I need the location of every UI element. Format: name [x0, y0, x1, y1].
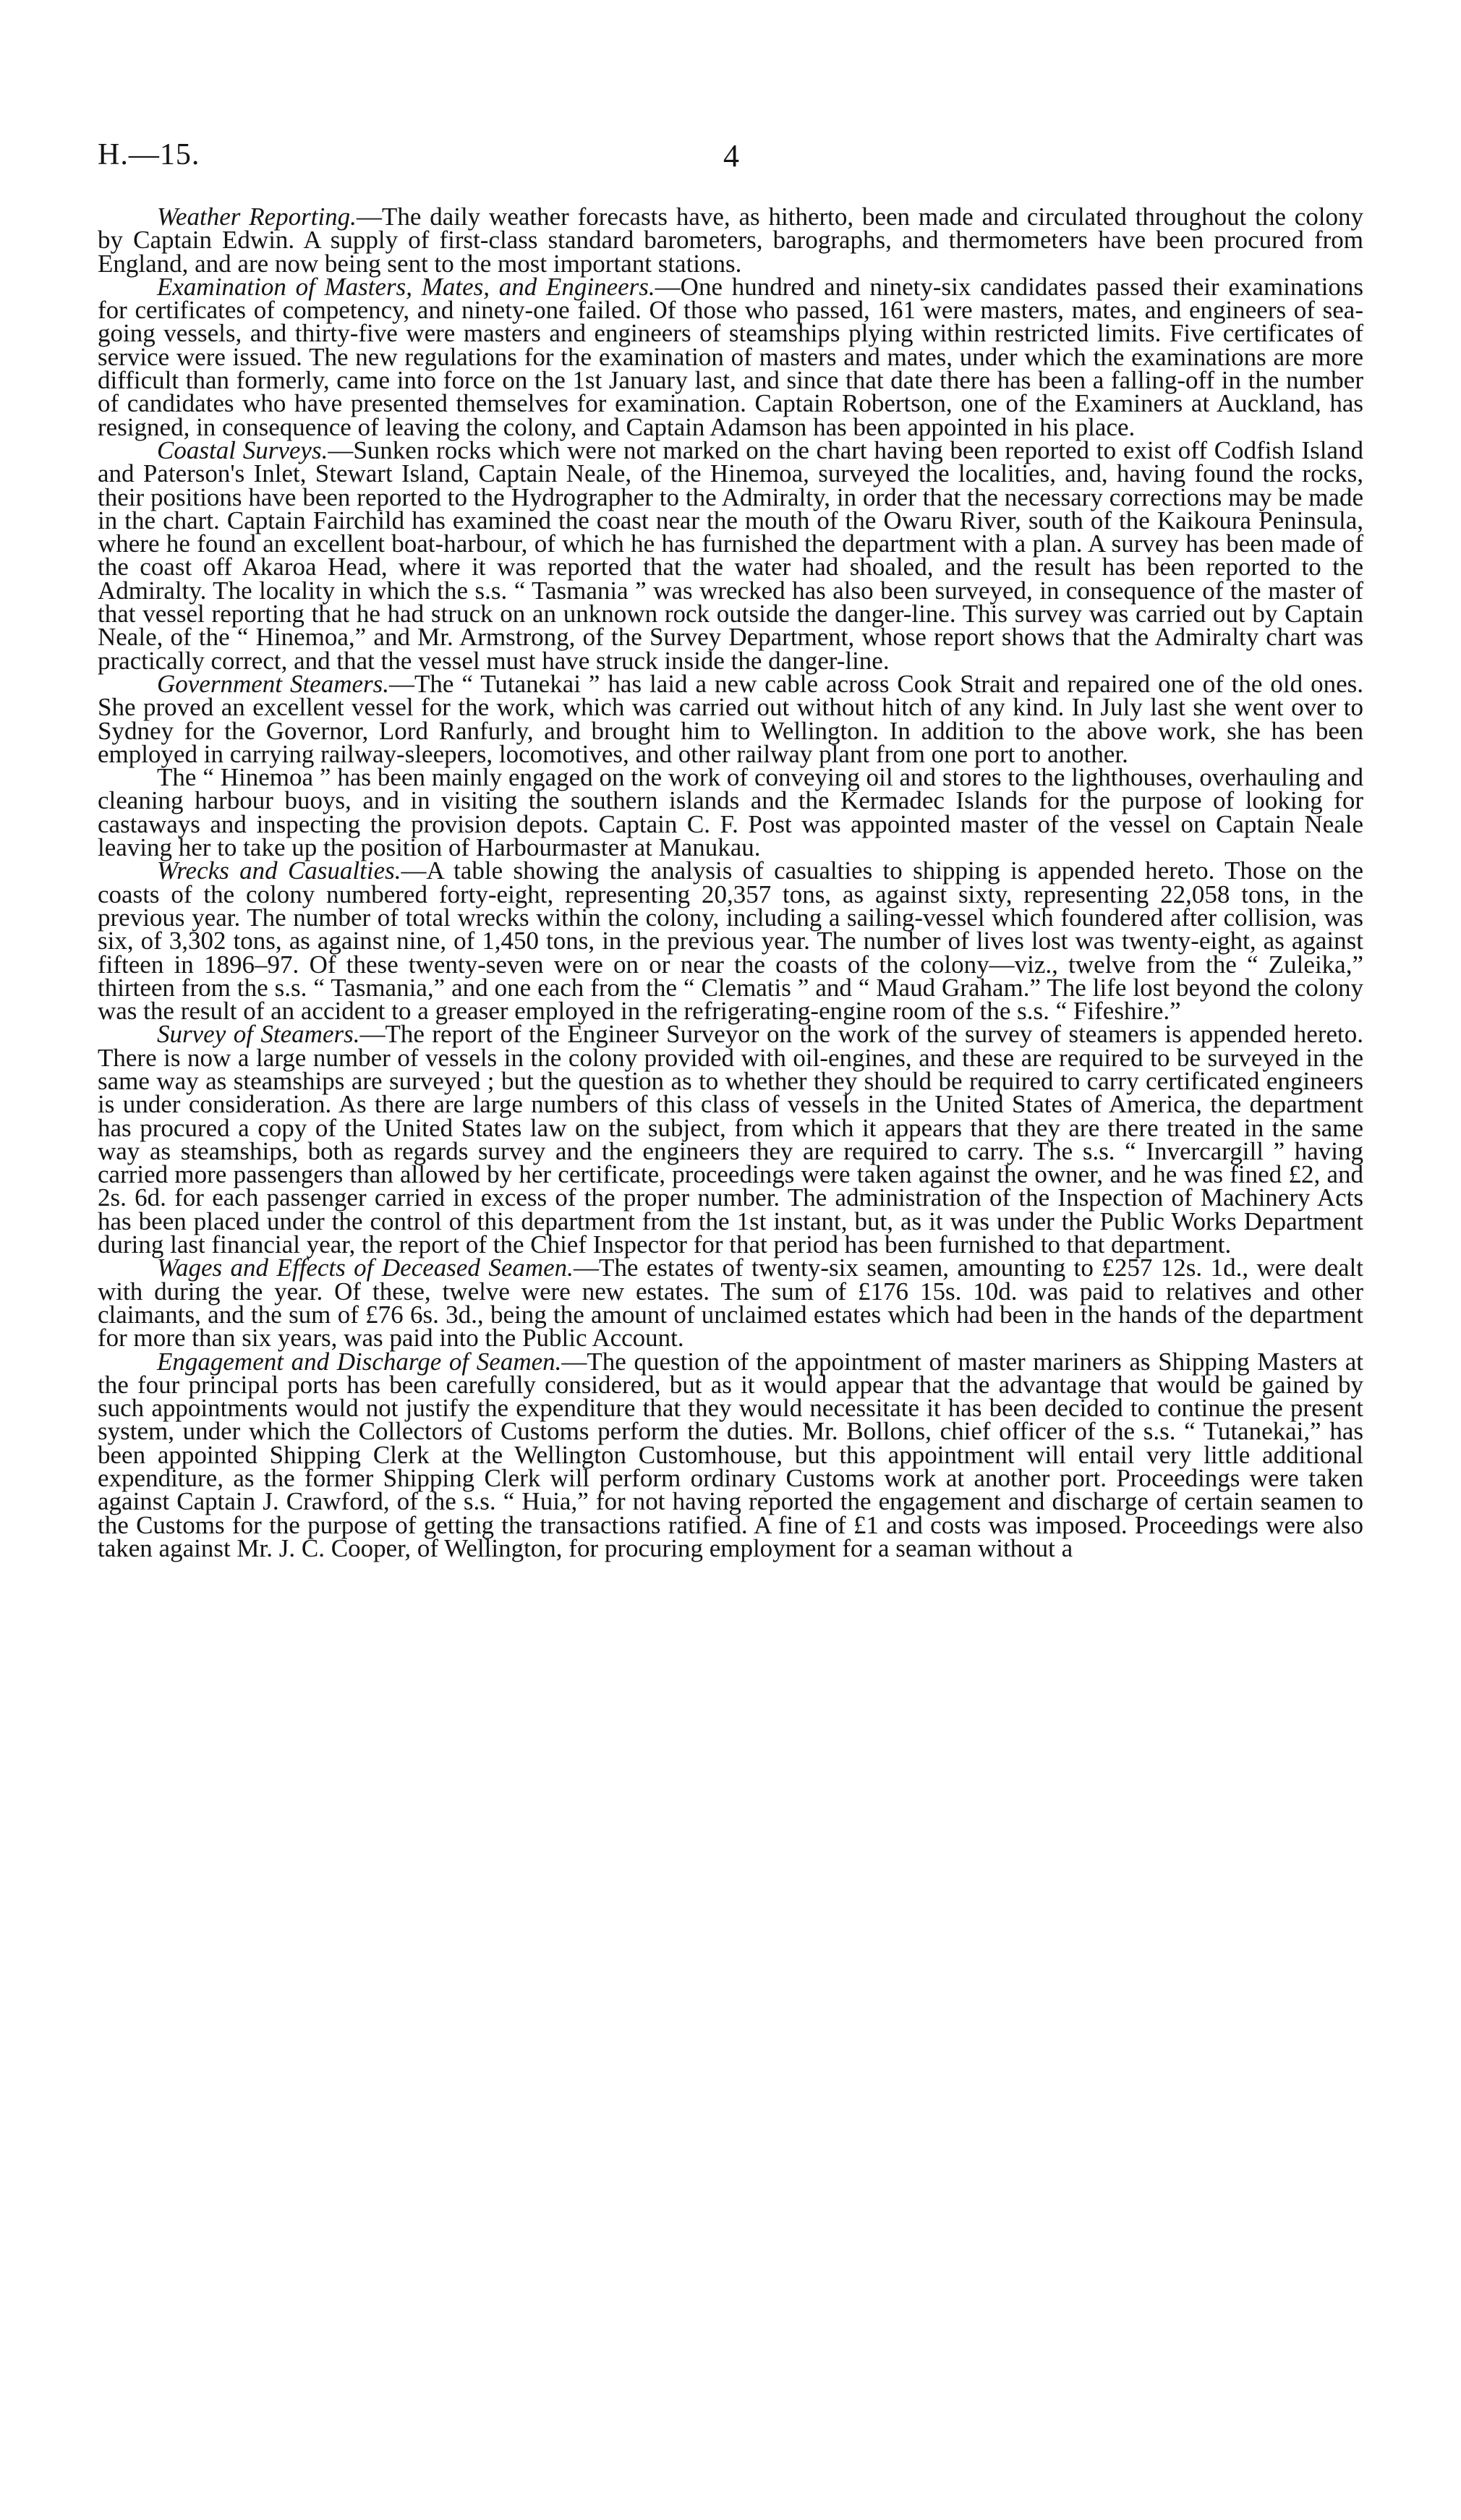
- paragraph-text: —The report of the Engineer Surveyor on the work of the survey of steamers is appended hereto. There is now a large number of vessels in the colony provided with oil-engines, and these are required to be surveyed in the same way as steamships are surveyed ; but the question as to whether they should be required to carry certificated engineers is under consideration. As there are large numbers of this class of vessels in the United States of America, the department has procured a copy of the United States law on the subject, from which it appears that they are there treated in the same way as steamships, both as regards survey and the engineers they are required to carry. The s.s. “ Invercargill ” having carried more passengers than allowed by her certificate, proceedings were taken against the owner, and he was fined £2, and 2s. 6d. for each passenger carried in excess of the proper number. The administration of the Inspection of Machinery Acts has been placed under the control of this department from the 1st instant, but, as it was under the Public Works Department during last financial year, the report of the Chief Inspector for that period has been furnished to that department.: [98, 1020, 1364, 1259]
- paragraph-weather-reporting: [98, 205, 1363, 276]
- section-heading: Coastal Surveys.: [157, 435, 328, 464]
- paragraph-government-steamers: [98, 669, 1364, 768]
- paragraph-text: —The daily weather forecasts have, as hitherto, been made and circulated throughout the colony by Captain Edwin. A supply of first-class standard barometers, barographs, and thermometers have been procured from England, and are now being sent to the most important stations.: [98, 203, 1363, 278]
- section-heading: Government Steamers.: [157, 669, 390, 698]
- section-heading: Examination of Masters, Mates, and Engineers.: [157, 272, 655, 301]
- paragraph-text: —The question of the appointment of master mariners as Shipping Masters at the four principal ports has been carefully considered, but as it would appear that the advantage that would be gained by such appointments would not justify the expenditure that they would necessitate it has been decided to continue the present system, under which the Collectors of Customs perform the duties. Mr. Bollons, chief officer of the s.s. “ Tutanekai,” has been appointed Shipping Clerk at the Wellington Customhouse, but this appointment will entail very little additional expenditure, as the former Shipping Clerk will perform ordinary Customs work at another port. Proceedings were taken against Captain J. Crawford, of the s.s. “ Huia,” for not having reported the engagement and discharge of certain seamen to the Customs for the purpose of getting the transactions ratified. A fine of £1 and costs was imposed. Proceedings were also taken against Mr. J. C. Cooper, of Wellington, for procuring employment for a seaman without a: [98, 1347, 1363, 1562]
- report-body: [98, 205, 1363, 1560]
- document-reference: H.—15.: [98, 138, 200, 171]
- paragraph-coastal-surveys: [98, 435, 1364, 675]
- section-heading: Engagement and Discharge of Seamen.: [157, 1347, 562, 1376]
- paragraph-text: The “ Hinemoa ” has been mainly engaged on the work of conveying oil and stores to the lighthouses, overhauling and cleaning harbour buoys, and in visiting the southern islands and the Kermadec Islands for the purpose of looking for castaways and inspecting the provision depots. Captain C. F. Post was appointed master of the vessel on Captain Neale leaving her to take up the position of Harbourmaster at Manukau.: [98, 763, 1363, 862]
- section-heading: Wages and Effects of Deceased Seamen.: [157, 1253, 574, 1282]
- paragraph-survey-steamers: [98, 1020, 1364, 1259]
- section-heading: Survey of Steamers.: [157, 1020, 360, 1049]
- page-header: [98, 137, 1363, 181]
- page-number: 4: [723, 138, 739, 174]
- paragraph-engagement-discharge: [98, 1347, 1363, 1562]
- section-heading: Wrecks and Casualties.: [157, 856, 401, 885]
- paragraph-deceased-seamen: [98, 1253, 1363, 1353]
- paragraph-wrecks-casualties: [98, 856, 1363, 1026]
- paragraph-hinemoa: [98, 763, 1363, 862]
- paragraph-text: —Sunken rocks which were not marked on the chart having been reported to exist off Codfish Island and Paterson's Inlet, Stewart Island, Captain Neale, of the Hinemoa, surveyed the localities, and, having found the rocks, their positions have been reported to the Hydrographer to the Admiralty, in order that the necessary corrections may be made in the chart. Captain Fairchild has examined the coast near the mouth of the Owaru River, south of the Kaikoura Peninsula, where he found an excellent boat-harbour, of which he has furnished the department with a plan. A survey has been made of the coast off Akaroa Head, where it was reported that the water had shoaled, and the result has been reported to the Admiralty. The locality in which the s.s. “ Tasmania ” was wrecked has also been surveyed, in consequence of the master of that vessel reporting that he had struck on an unknown rock outside the danger-line. This survey was carried out by Captain Neale, of the “ Hinemoa,” and Mr. Armstrong, of the Survey Department, whose report shows that the Admiralty chart was practically correct, and that the vessel must have struck inside the danger-line.: [98, 435, 1364, 675]
- paragraph-text: —A table showing the analysis of casualties to shipping is appended hereto. Those on the coasts of the colony numbered forty-eight, representing 20,357 tons, as against sixty, representing 22,058 tons, in the previous year. The number of total wrecks within the colony, including a sailing-vessel which foundered after collision, was six, of 3,302 tons, as against nine, of 1,450 tons, in the previous year. The number of lives lost was twenty-eight, as against fifteen in 1896–97. Of these twenty-seven were on or near the coasts of the colony—viz., twelve from the “ Zuleika,” thirteen from the s.s. “ Tasmania,” and one each from the “ Clematis ” and “ Maud Graham.” The life lost beyond the colony was the result of an accident to a greaser employed in the refrigerating-engine room of the s.s. “ Fifeshire.”: [98, 856, 1363, 1026]
- paragraph-examination: [98, 272, 1364, 441]
- section-heading: Weather Reporting.: [157, 203, 357, 231]
- paragraph-text: —The estates of twenty-six seamen, amounting to £257 12s. 1d., were dealt with during the year. Of these, twelve were new estates. The sum of £176 15s. 10d. was paid to relatives and other claimants, and the sum of £76 6s. 3d., being the amount of unclaimed estates which had been in the hands of the department for more than six years, was paid into the Public Account.: [98, 1253, 1363, 1353]
- paragraph-text: —One hundred and ninety-six candidates passed their examinations for certificates of competency, and ninety-one failed. Of those who passed, 161 were masters, mates, and engineers of sea-going vessels, and thirty-five were masters and engineers of steamships plying within restricted limits. Five certificates of service were issued. The new regulations for the examination of masters and mates, under which the examinations are more difficult than formerly, came into force on the 1st January last, and since that date there has been a falling-off in the number of candidates who have presented themselves for examination. Captain Robertson, one of the Examiners at Auckland, has resigned, in consequence of leaving the colony, and Captain Adamson has been appointed in his place.: [98, 272, 1364, 441]
- paragraph-text: —The “ Tutanekai ” has laid a new cable across Cook Strait and repaired one of the old ones. She proved an excellent vessel for the work, which was carried out without hitch of any kind. In July last she went over to Sydney for the Governor, Lord Ranfurly, and brought him to Wellington. In addition to the above work, she has been employed in carrying railway-sleepers, locomotives, and other railway plant from one port to another.: [98, 669, 1364, 768]
